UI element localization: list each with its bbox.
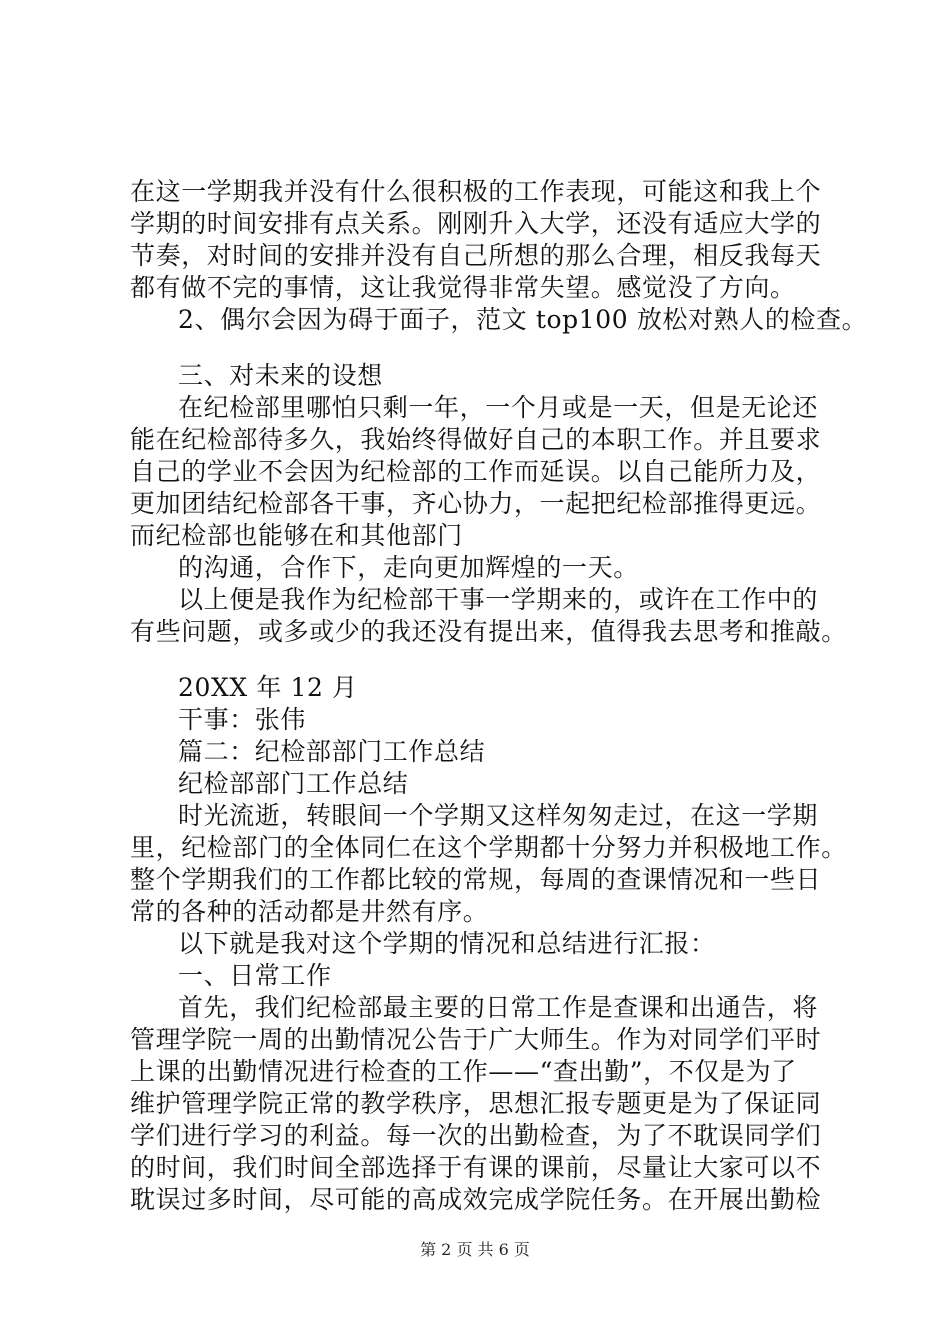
text-line: 时光流逝，转眼间一个学期又这样匆匆走过，在这一学期: [178, 801, 819, 830]
text-line: 整个学期我们的工作都比较的常规，每周的查课情况和一些日: [130, 865, 822, 894]
section-heading: 篇二：纪检部部门工作总结: [178, 737, 486, 766]
text-line: 的时间，我们时间全部选择于有课的课前，尽量让大家可以不: [130, 1153, 822, 1182]
author-line: 干事：张伟: [178, 705, 307, 734]
text-line: 而纪检部也能够在和其他部门: [130, 521, 463, 550]
text-line: 常的各种的活动都是井然有序。: [130, 897, 489, 926]
text-line: 里，纪检部门的全体同仁在这个学期都十分努力并积极地工作。: [130, 833, 847, 862]
text-line: 学们进行学习的利益。每一次的出勤检查，为了不耽误同学们: [130, 1121, 822, 1150]
document-title: 纪检部部门工作总结: [178, 769, 409, 798]
text-line: 学期的时间安排有点关系。刚刚升入大学，还没有适应大学的: [130, 209, 822, 238]
text-line: 上课的出勤情况进行检查的工作——“查出勤”，不仅是为了: [130, 1057, 797, 1086]
text-line: 维护管理学院正常的教学秩序，思想汇报专题更是为了保证同: [130, 1089, 822, 1118]
text-line: 都有做不完的事情，这让我觉得非常失望。感觉没了方向。: [130, 273, 796, 302]
text-line: 2、偶尔会因为碍于面子，范文 top100 放松对熟人的检查。: [178, 305, 868, 334]
text-line: 节奏，对时间的安排并没有自己所想的那么合理，相反我每天: [130, 241, 822, 270]
date-line: 20XX 年 12 月: [178, 673, 358, 702]
text-line: 耽误过多时间，尽可能的高成效完成学院任务。在开展出勤检: [130, 1185, 822, 1214]
page-number: 第 2 页 共 6 页: [420, 1240, 530, 1259]
section-heading: 一、日常工作: [178, 961, 332, 990]
text-line: 有些问题，或多或少的我还没有提出来，值得我去思考和推敲。: [130, 617, 847, 646]
text-line: 以上便是我作为纪检部干事一学期来的，或许在工作中的: [178, 585, 819, 614]
text-line: 更加团结纪检部各干事，齐心协力，一起把纪检部推得更远。: [130, 489, 822, 518]
text-line: 首先，我们纪检部最主要的日常工作是查课和出通告，将: [178, 993, 819, 1022]
text-line: 以下就是我对这个学期的情况和总结进行汇报：: [178, 929, 716, 958]
text-line: 在纪检部里哪怕只剩一年，一个月或是一天，但是无论还: [178, 393, 819, 422]
text-line: 自己的学业不会因为纪检部的工作而延误。以自己能所力及，: [130, 457, 822, 486]
text-line: 管理学院一周的出勤情况公告于广大师生。作为对同学们平时: [130, 1025, 822, 1054]
text-line: 能在纪检部待多久，我始终得做好自己的本职工作。并且要求: [130, 425, 822, 454]
section-heading: 三、对未来的设想: [178, 361, 383, 390]
text-line: 在这一学期我并没有什么很积极的工作表现，可能这和我上个: [130, 177, 822, 206]
text-line: 的沟通，合作下，走向更加辉煌的一天。: [178, 553, 639, 582]
